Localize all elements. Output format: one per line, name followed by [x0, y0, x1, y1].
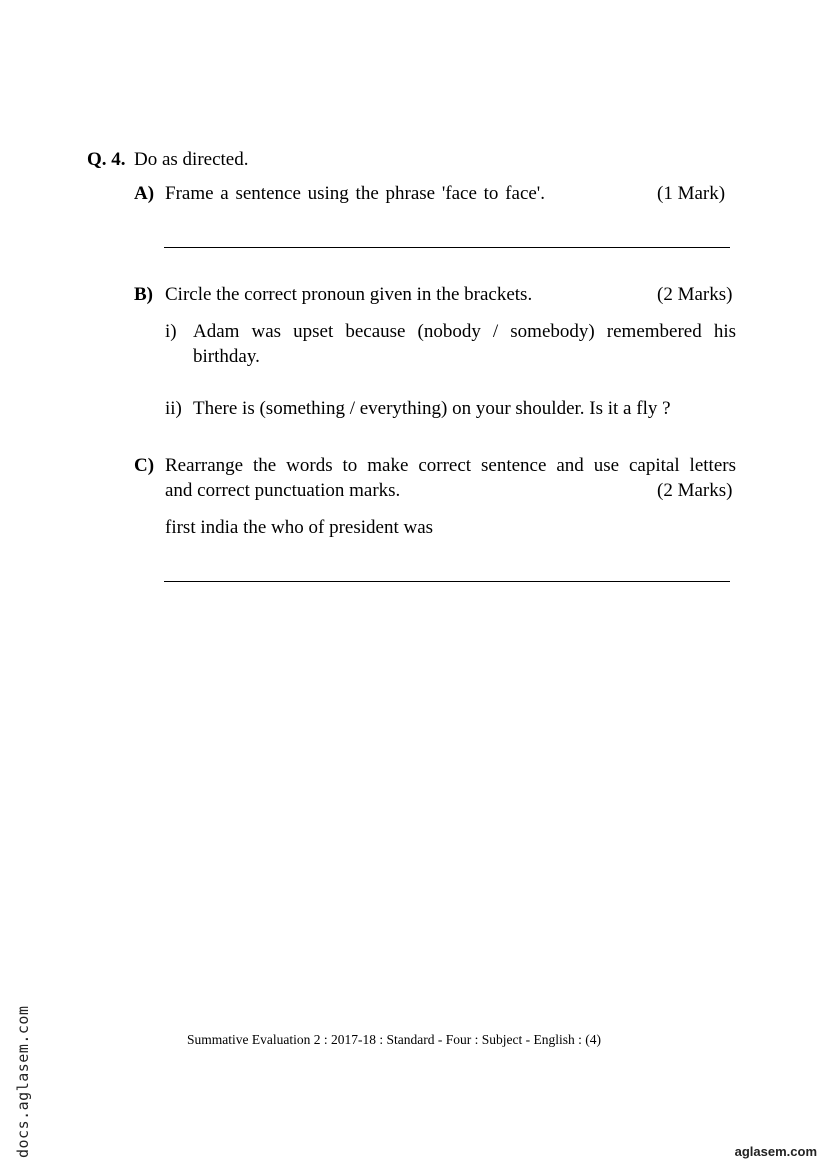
part-b-item-2-label: ii) [165, 398, 182, 419]
question-instruction: Do as directed. [134, 149, 249, 170]
part-a-answer-line[interactable] [164, 247, 730, 248]
part-c-line1: Rearrange the words to make correct sentence and use capital letters [165, 455, 736, 476]
part-c-answer-line[interactable] [164, 581, 730, 582]
corner-watermark: aglasem.com [734, 1144, 817, 1159]
part-b-item-1-label: i) [165, 321, 177, 342]
part-a-label: A) [134, 183, 155, 204]
part-a-marks: (1 Mark) [657, 183, 726, 204]
part-c-label: C) [134, 455, 155, 476]
side-watermark: docs.aglasem.com [14, 1005, 32, 1158]
part-b-item-2-line1: There is (something / everything) on your shoulder. Is it a fly ? [193, 398, 671, 419]
part-b-marks: (2 Marks) [657, 284, 733, 305]
question-number: Q. 4. [87, 149, 126, 170]
part-b-item-1-line1: Adam was upset because (nobody / somebody) remembered his [193, 321, 736, 342]
part-c-marks: (2 Marks) [657, 480, 733, 501]
part-b-item-1-line2: birthday. [193, 346, 260, 367]
part-c-line2: and correct punctuation marks. [165, 480, 401, 501]
part-c-jumbled-words: first india the who of president was [165, 517, 434, 538]
part-a-text: Frame a sentence using the phrase 'face to face'. [165, 183, 545, 204]
part-b-label: B) [134, 284, 153, 305]
page-footer: Summative Evaluation 2 : 2017-18 : Standard - Four : Subject - English : (4) [187, 1032, 601, 1047]
part-b-text: Circle the correct pronoun given in the brackets. [165, 284, 533, 305]
